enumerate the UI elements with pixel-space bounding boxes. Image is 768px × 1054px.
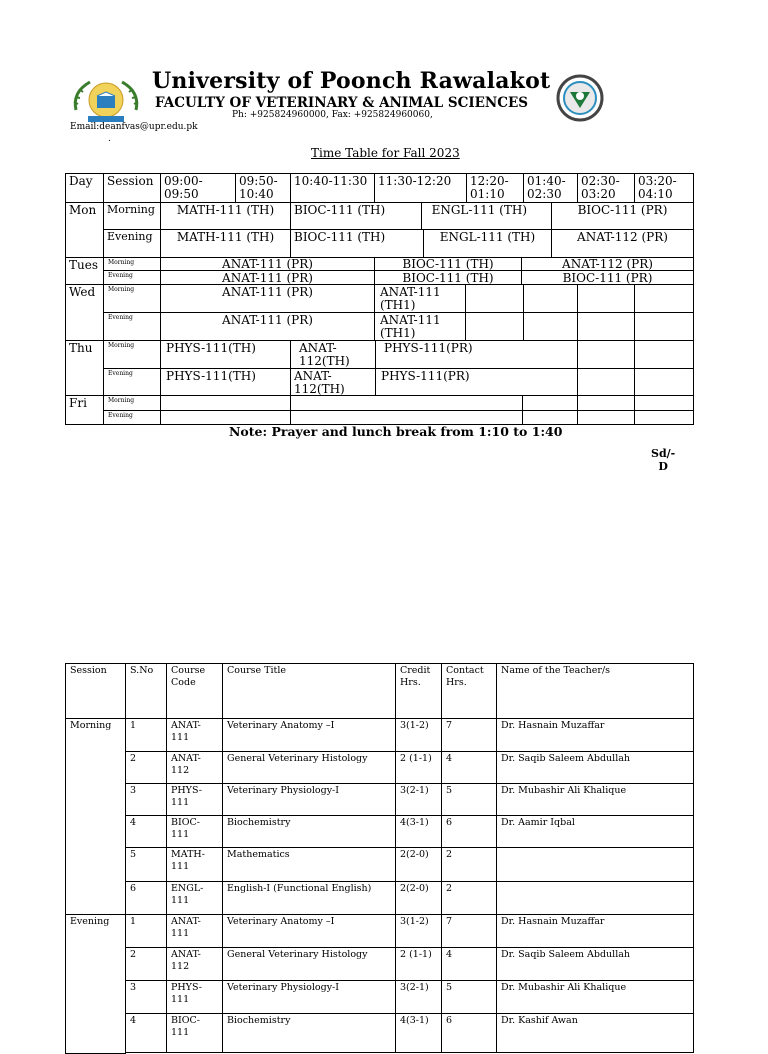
row-credit: 3(1-2): [395, 914, 442, 948]
col-header: Name of the Teacher/s: [496, 663, 694, 719]
empty-cell: [160, 410, 291, 425]
row-sno: 5: [125, 847, 167, 882]
class-cell: MATH-111 (TH): [160, 202, 291, 230]
class-cell: BIOC-111 (TH): [290, 202, 422, 230]
empty-cell: [634, 410, 694, 425]
empty-cell: [577, 395, 635, 411]
row-code: ANAT-112: [166, 751, 223, 784]
row-code: ANAT-111: [166, 718, 223, 752]
header-slot: 11:30-12:20: [374, 173, 467, 203]
row-contact: 2: [441, 847, 497, 882]
empty-cell: [577, 340, 635, 369]
header-session: Session: [103, 173, 161, 203]
session-morning: Morning: [103, 284, 161, 313]
header-slot: 09:00-09:50: [160, 173, 236, 203]
col-header: Contact Hrs.: [441, 663, 497, 719]
col-header: Course Title: [222, 663, 396, 719]
session-evening: Evening: [103, 312, 161, 341]
row-code: BIOC-111: [166, 815, 223, 848]
row-sno: 1: [125, 718, 167, 752]
timetable-title: Time Table for Fall 2023: [311, 146, 460, 160]
class-cell: BIOC-111 (PR): [521, 270, 694, 285]
class-cell: ANAT-112(TH): [290, 368, 376, 396]
row-contact: 7: [441, 914, 497, 948]
class-cell: ANAT-112 (PR): [521, 257, 694, 271]
session-morning: Morning: [103, 340, 161, 369]
row-credit: 4(3-1): [395, 1013, 442, 1053]
session-morning: Morning: [103, 257, 161, 271]
class-cell: ANAT-111 (PR): [160, 284, 375, 313]
empty-cell: [465, 284, 524, 313]
row-sno: 3: [125, 980, 167, 1014]
session-evening: Evening: [103, 368, 161, 396]
session-morning: Morning: [103, 202, 161, 230]
row-contact: 2: [441, 881, 497, 915]
day-mon: Mon: [65, 202, 104, 258]
empty-cell: [290, 410, 523, 425]
row-contact: 5: [441, 980, 497, 1014]
row-teacher: [496, 881, 694, 915]
break-note: Note: Prayer and lunch break from 1:10 to 1:40: [229, 424, 563, 439]
row-teacher: Dr. Hasnain Muzaffar: [496, 914, 694, 948]
empty-cell: [634, 284, 694, 313]
class-cell: PHYS-111(TH): [160, 368, 291, 396]
class-cell: BIOC-111 (TH): [374, 270, 522, 285]
row-contact: 6: [441, 1013, 497, 1053]
row-title: General Veterinary Histology: [222, 947, 396, 981]
day-fri: Fri: [65, 395, 104, 425]
empty-cell: [290, 395, 523, 411]
row-sno: 2: [125, 751, 167, 784]
class-cell: ANAT-111 (TH1): [374, 312, 466, 341]
empty-cell: [523, 284, 578, 313]
row-title: Veterinary Anatomy –I: [222, 718, 396, 752]
day-thu: Thu: [65, 340, 104, 396]
row-teacher: Dr. Kashif Awan: [496, 1013, 694, 1053]
class-cell: BIOC-111 (TH): [374, 257, 522, 271]
row-title: Veterinary Physiology-I: [222, 980, 396, 1014]
row-teacher: Dr. Saqib Saleem Abdullah: [496, 751, 694, 784]
row-title: Biochemistry: [222, 1013, 396, 1053]
courses-table: [65, 663, 694, 1043]
empty-cell: [522, 395, 578, 411]
signature-initial: D: [658, 460, 668, 473]
row-code: MATH-111: [166, 847, 223, 882]
row-title: English-I (Functional English): [222, 881, 396, 915]
row-credit: 2(2-0): [395, 881, 442, 915]
row-title: Veterinary Physiology-I: [222, 783, 396, 816]
class-cell: BIOC-111 (TH): [290, 229, 424, 258]
row-credit: 3(2-1): [395, 980, 442, 1014]
empty-cell: [465, 312, 524, 341]
class-cell: PHYS-111(PR): [375, 340, 578, 369]
col-header: Credit Hrs.: [395, 663, 442, 719]
row-sno: 6: [125, 881, 167, 915]
row-teacher: Dr. Mubashir Ali Khalique: [496, 980, 694, 1014]
university-logo: [68, 72, 144, 124]
class-cell: ANAT-111 (PR): [160, 312, 375, 341]
row-code: ANAT-111: [166, 914, 223, 948]
university-title: University of Poonch Rawalakot: [152, 68, 551, 94]
row-credit: 3(2-1): [395, 783, 442, 816]
class-cell: ENGL-111 (TH): [421, 202, 552, 230]
header-slot: 01:40-02:30: [523, 173, 578, 203]
row-teacher: Dr. Hasnain Muzaffar: [496, 718, 694, 752]
empty-cell: [634, 368, 694, 396]
timetable: [65, 173, 694, 425]
faculty-logo: [542, 72, 618, 124]
header-day: Day: [65, 173, 104, 203]
empty-cell: [160, 395, 291, 411]
row-credit: 3(1-2): [395, 718, 442, 752]
col-header: Session: [65, 663, 126, 719]
class-cell: ANAT-111 (PR): [160, 257, 375, 271]
col-header: S.No: [125, 663, 167, 719]
day-tues: Tues: [65, 257, 104, 285]
row-sno: 2: [125, 947, 167, 981]
class-cell: MATH-111 (TH): [160, 229, 291, 258]
row-teacher: Dr. Saqib Saleem Abdullah: [496, 947, 694, 981]
col-header: Course Code: [166, 663, 223, 719]
class-cell: ANAT-112 (PR): [551, 229, 694, 258]
class-cell: ANAT-111 (PR): [160, 270, 375, 285]
header-slot: 09:50-10:40: [235, 173, 291, 203]
row-sno: 4: [125, 815, 167, 848]
row-code: ANAT-112: [166, 947, 223, 981]
row-code: ENGL-111: [166, 881, 223, 915]
class-cell: PHYS-111(TH): [160, 340, 291, 369]
row-sno: 1: [125, 914, 167, 948]
session-morning: Morning: [65, 718, 126, 915]
row-contact: 6: [441, 815, 497, 848]
session-evening: Evening: [103, 229, 161, 258]
signature: [651, 447, 675, 473]
empty-cell: [577, 312, 635, 341]
header-slot: 12:20-01:10: [466, 173, 524, 203]
faculty-title: FACULTY OF VETERINARY & ANIMAL SCIENCES: [155, 95, 529, 111]
row-code: PHYS-111: [166, 783, 223, 816]
class-cell: ENGL-111 (TH): [423, 229, 552, 258]
class-cell: ANAT-111 (TH1): [374, 284, 466, 313]
row-code: BIOC-111: [166, 1013, 223, 1053]
session-evening: Evening: [103, 410, 161, 425]
empty-cell: [634, 340, 694, 369]
row-title: Mathematics: [222, 847, 396, 882]
row-contact: 7: [441, 718, 497, 752]
row-contact: 5: [441, 783, 497, 816]
empty-cell: [522, 410, 578, 425]
row-contact: 4: [441, 947, 497, 981]
day-wed: Wed: [65, 284, 104, 341]
row-teacher: [496, 847, 694, 882]
session-morning: Morning: [103, 395, 161, 411]
row-teacher: Dr. Mubashir Ali Khalique: [496, 783, 694, 816]
row-teacher: Dr. Aamir Iqbal: [496, 815, 694, 848]
class-cell: PHYS-111(PR): [375, 368, 578, 396]
row-credit: 4(3-1): [395, 815, 442, 848]
header-slot: 10:40-11:30: [290, 173, 375, 203]
class-cell: ANAT-112(TH): [290, 340, 376, 369]
empty-cell: [577, 368, 635, 396]
empty-cell: [634, 312, 694, 341]
empty-cell: [523, 312, 578, 341]
row-credit: 2 (1-1): [395, 751, 442, 784]
phone-fax: Ph: +925824960000, Fax: +925824960060,: [232, 110, 433, 120]
row-credit: 2(2-0): [395, 847, 442, 882]
row-title: General Veterinary Histology: [222, 751, 396, 784]
header-slot: 03:20-04:10: [634, 173, 694, 203]
class-cell: BIOC-111 (PR): [551, 202, 694, 230]
stray-dot: .: [108, 134, 111, 144]
row-credit: 2 (1-1): [395, 947, 442, 981]
row-sno: 4: [125, 1013, 167, 1053]
signature-line: Sd/-: [651, 447, 676, 460]
empty-cell: [577, 410, 635, 425]
row-title: Veterinary Anatomy –I: [222, 914, 396, 948]
row-code: PHYS-111: [166, 980, 223, 1014]
session-evening: Evening: [65, 914, 126, 1054]
session-evening: Evening: [103, 270, 161, 285]
header-slot: 02:30-03:20: [577, 173, 635, 203]
email-address: Email:deanfvas@upr.edu.pk: [70, 122, 198, 132]
row-title: Biochemistry: [222, 815, 396, 848]
empty-cell: [577, 284, 635, 313]
row-contact: 4: [441, 751, 497, 784]
row-sno: 3: [125, 783, 167, 816]
empty-cell: [634, 395, 694, 411]
